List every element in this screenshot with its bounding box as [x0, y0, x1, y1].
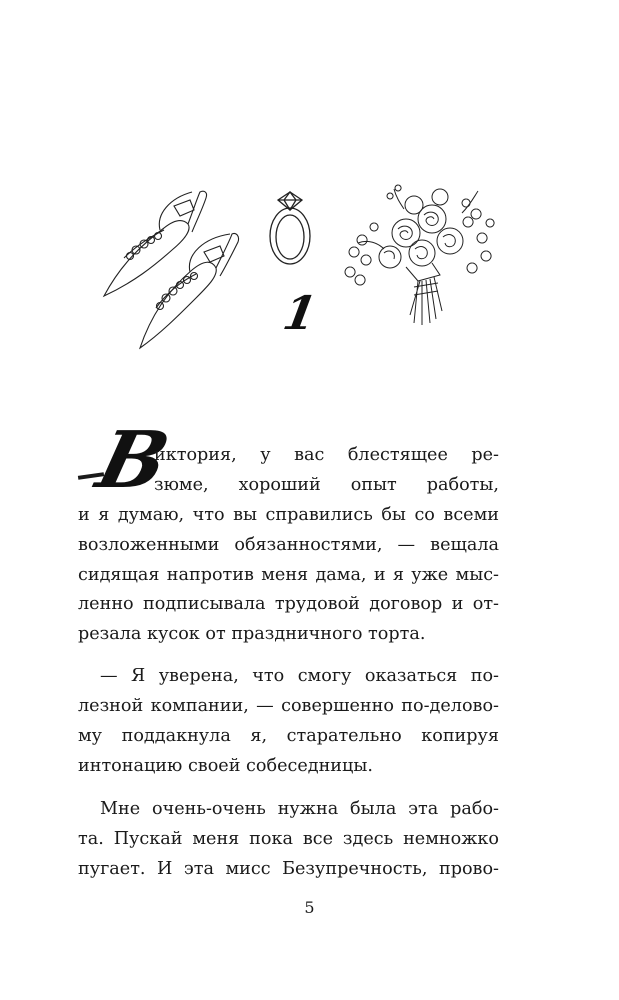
ring-icon	[264, 188, 316, 268]
drop-cap-letter: В	[88, 415, 178, 506]
text-line: му поддакнула я, старательно копируя	[78, 725, 499, 746]
text-line: интонацию своей собеседницы.	[78, 755, 373, 776]
text-line: и я думаю, что вы справились бы со всеми	[78, 504, 499, 525]
text-line: та. Пускай меня пока все здесь немножко	[78, 828, 499, 849]
text-line: лезной компании, — совершенно по-делово-	[78, 695, 499, 716]
text-line: резала кусок от праздничного торта.	[78, 624, 426, 645]
page-number: 5	[304, 898, 315, 917]
text-line: возложенными обязанностями, — вещала	[78, 534, 499, 555]
text-line: зюме, хороший опыт работы,	[154, 474, 499, 495]
text-line: ленно подписывала трудовой договор и от-	[78, 594, 499, 615]
paragraph-3	[78, 795, 499, 885]
text-line: пугает. И эта мисс Безупречность, прово-	[78, 858, 499, 879]
text-line: — Я уверена, что смогу оказаться по-	[100, 666, 499, 686]
text-line: Мне очень-очень нужна была эта рабо-	[100, 799, 499, 819]
text-line: сидящая напротив меня дама, и я уже мыс-	[78, 564, 499, 585]
text-line: иктория, у вас блестящее ре-	[154, 445, 499, 465]
chapter-number: 1	[279, 286, 321, 340]
paragraph-2	[78, 662, 499, 782]
bouquet-icon	[344, 183, 498, 328]
paragraph-1	[78, 441, 499, 650]
shoes-icon	[100, 188, 240, 352]
